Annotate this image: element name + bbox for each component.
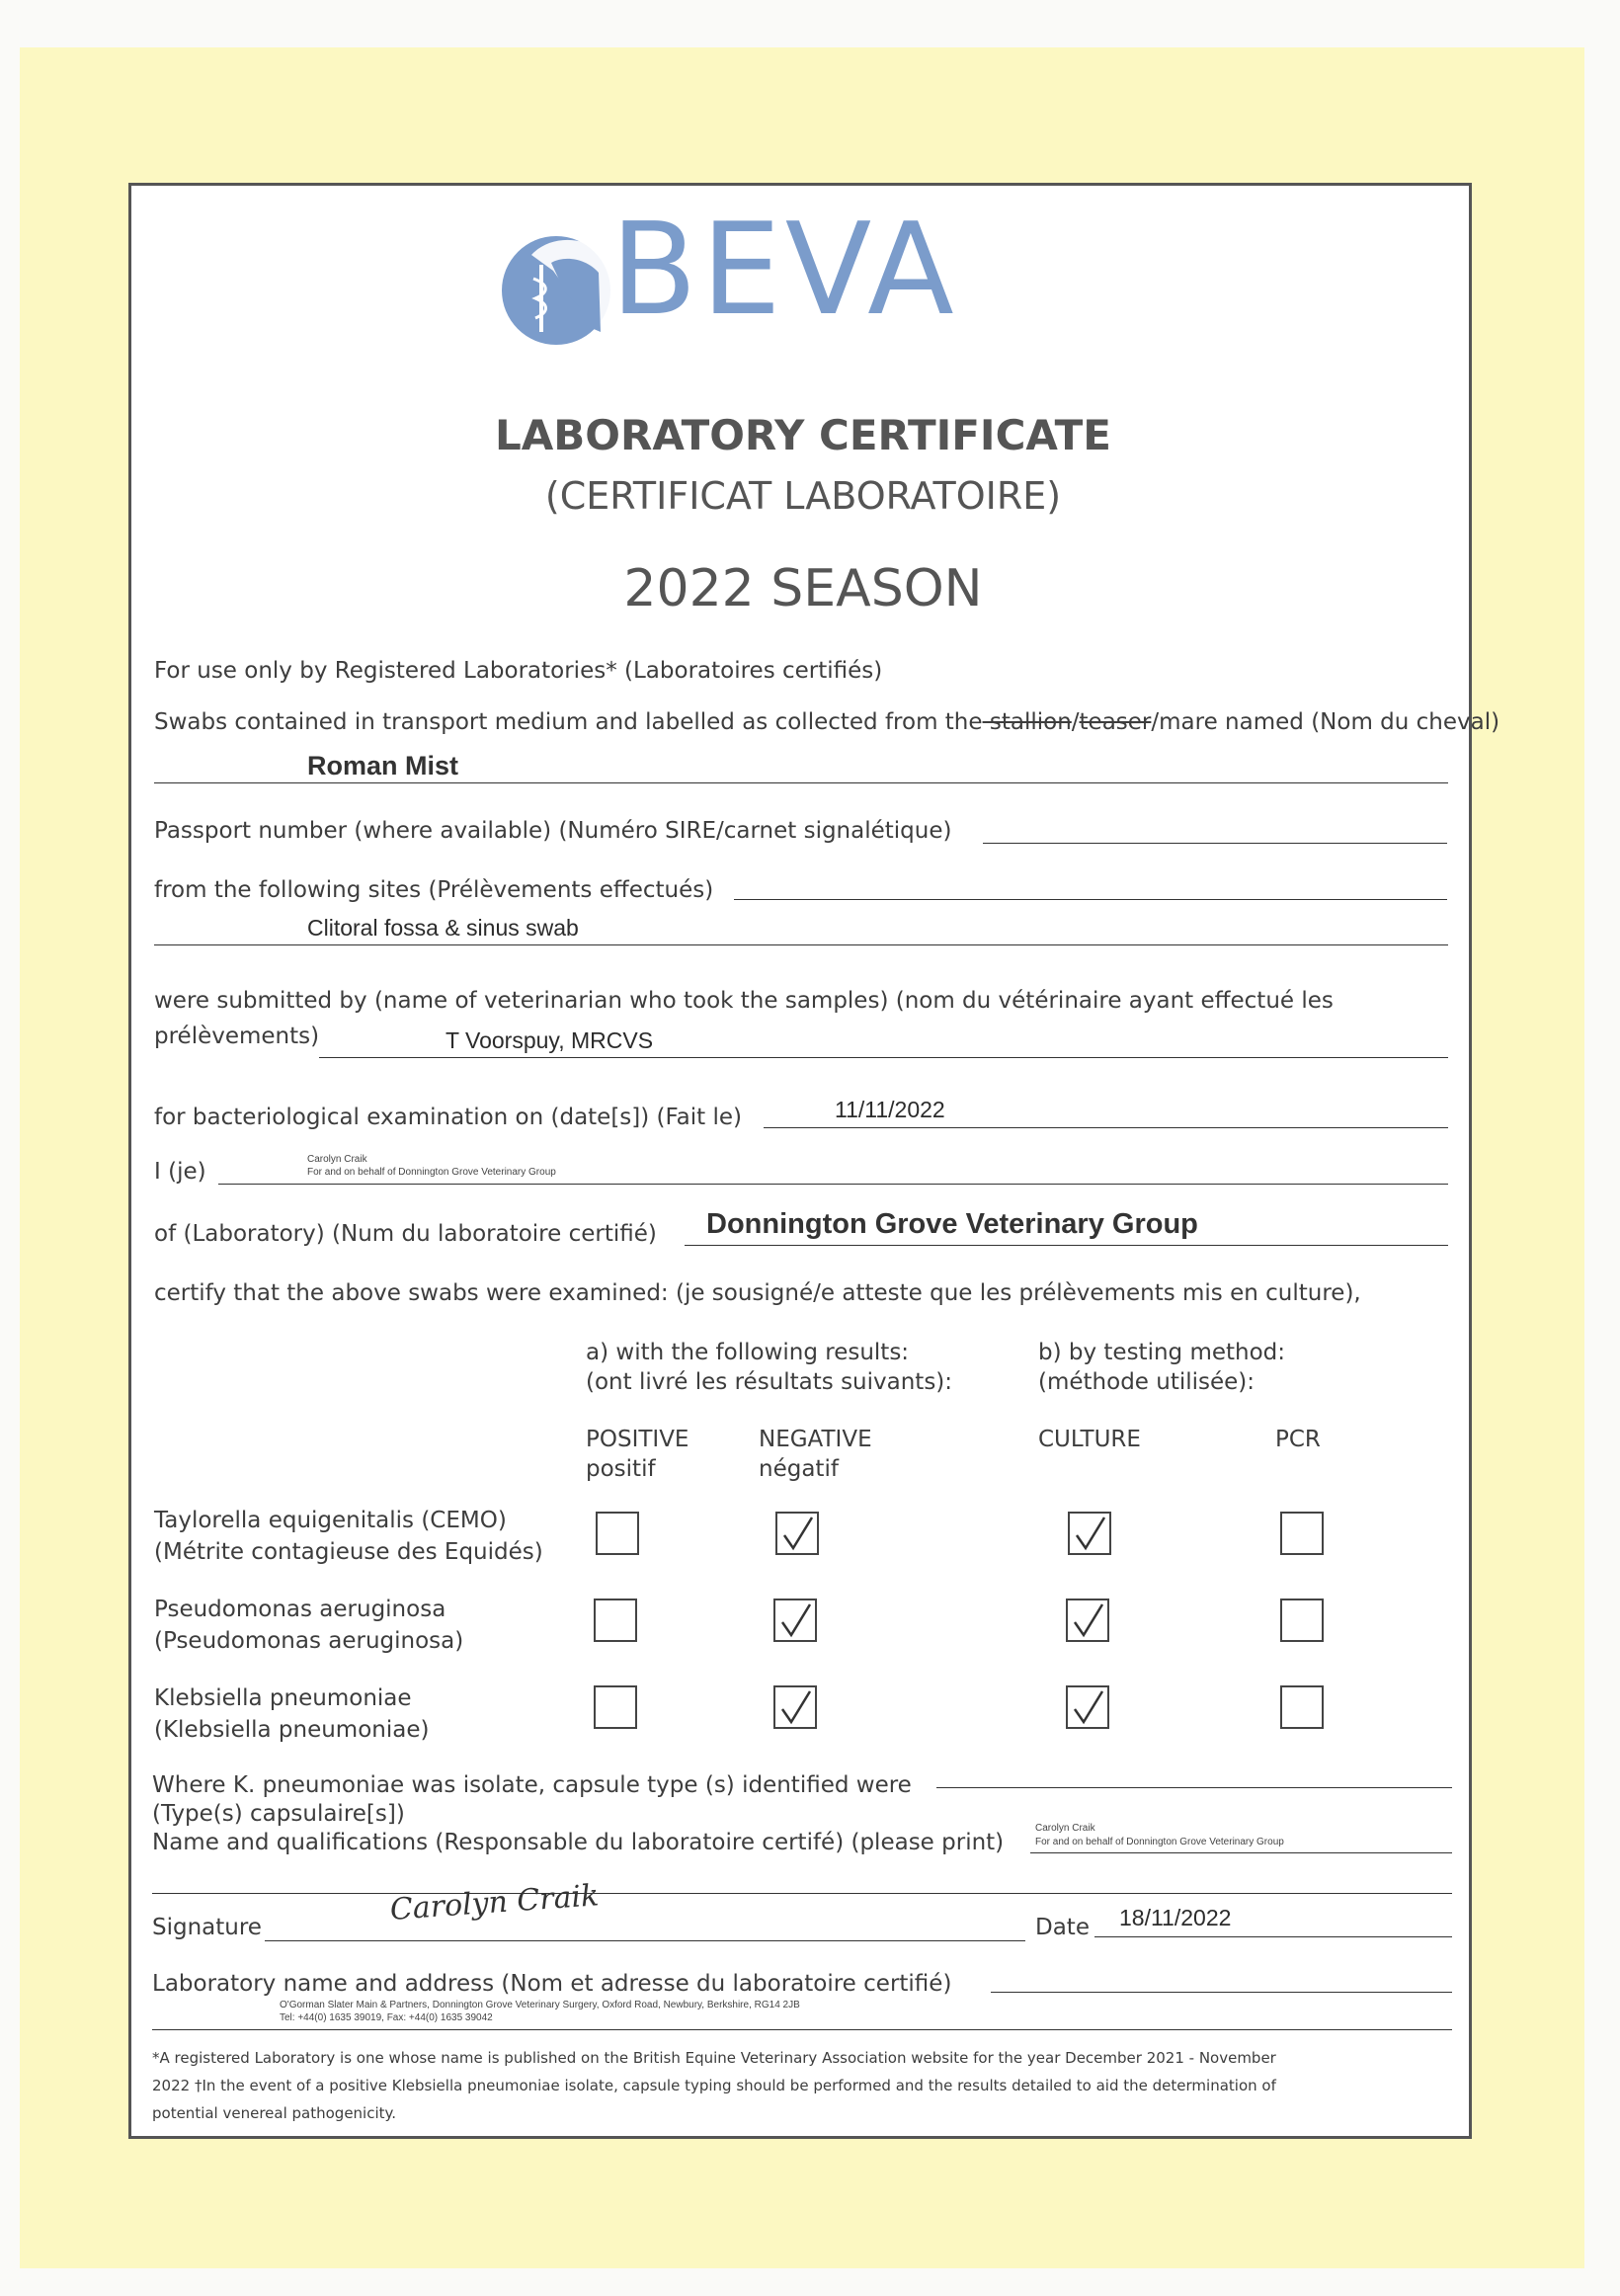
name-qual-line: [1030, 1852, 1452, 1853]
signature-value: Carolyn Craik: [388, 1878, 601, 1927]
name-qual-stamp-sub: For and on behalf of Donnington Grove Veterinary Group: [1035, 1837, 1284, 1847]
col-a-header-1: a) with the following results:: [586, 1340, 910, 1365]
exam-label: for bacteriological examination on (date[s]) (Fait le): [154, 1105, 742, 1130]
submitted-label-1: were submitted by (name of veterinarian who took the samples) (nom du vétérinaire ayant effectué les: [154, 988, 1334, 1014]
sites-line-1: [734, 899, 1447, 900]
sites-label: from the following sites (Prélèvements effectués): [154, 877, 714, 903]
organism-name: Taylorella equigenitalis (CEMO): [154, 1508, 507, 1533]
horse-name-line: [154, 782, 1448, 783]
submitted-label-2: prélèvements): [154, 1024, 320, 1049]
signature-label: Signature: [152, 1915, 262, 1940]
pcr-checkbox[interactable]: [1280, 1512, 1324, 1555]
organism-name: Pseudomonas aeruginosa: [154, 1597, 446, 1622]
logo-text: BEVA: [610, 197, 958, 344]
positive-checkbox[interactable]: [594, 1685, 637, 1729]
passport-label: Passport number (where available) (Numéro SIRE/carnet signalétique): [154, 818, 952, 844]
signature-line: [265, 1940, 1025, 1941]
col-b-header-2: (méthode utilisée):: [1038, 1369, 1256, 1395]
sites-line-2: [154, 944, 1448, 945]
checkmark-icon: [1072, 1689, 1105, 1727]
lab-address-stamp-1: O'Gorman Slater Main & Partners, Donnington Grove Veterinary Surgery, Oxford Road, Newbury, Berkshire, RG14 2JB: [280, 2000, 800, 2010]
exam-line: [764, 1127, 1448, 1128]
name-qual-stamp-name: Carolyn Craik: [1035, 1823, 1095, 1834]
culture-checkbox[interactable]: [1066, 1685, 1109, 1729]
lab-address-label: Laboratory name and address (Nom et adresse du laboratoire certifié): [152, 1971, 952, 1997]
culture-checkbox[interactable]: [1068, 1512, 1111, 1555]
laboratory-line: [685, 1245, 1448, 1246]
checkmark-icon: [779, 1602, 813, 1640]
result-row: [131, 1597, 1475, 1666]
negative-fr-header: négatif: [759, 1456, 839, 1482]
col-b-header-1: b) by testing method:: [1038, 1340, 1286, 1365]
negative-checkbox[interactable]: [775, 1512, 819, 1555]
footnote-line-2: 2022 †In the event of a positive Klebsiella pneumoniae isolate, capsule typing should be performed and the results detailed to aid the determination of: [152, 2077, 1276, 2094]
pcr-checkbox[interactable]: [1280, 1599, 1324, 1642]
horse-name-value: Roman Mist: [307, 751, 459, 780]
positive-checkbox[interactable]: [596, 1512, 639, 1555]
date-line: [1094, 1936, 1452, 1937]
pcr-header: PCR: [1275, 1427, 1321, 1452]
certificate-form: [128, 183, 1500, 2139]
lab-address-line: [991, 1992, 1452, 1993]
positive-fr-header: positif: [586, 1456, 656, 1482]
exam-date-value: 11/11/2022: [835, 1097, 945, 1122]
beva-logo: [492, 197, 958, 354]
result-row: [131, 1685, 1475, 1755]
name-qual-label: Name and qualifications (Responsable du laboratoire certifé) (please print): [152, 1830, 1005, 1855]
checkmark-icon: [1074, 1516, 1107, 1553]
col-a-header-2: (ont livré les résultats suivants):: [586, 1369, 953, 1395]
pcr-checkbox[interactable]: [1280, 1685, 1324, 1729]
season-heading: 2022 SEASON: [623, 559, 983, 618]
page-title: LABORATORY CERTIFICATE: [495, 411, 1111, 459]
date-label: Date: [1035, 1915, 1090, 1940]
lab-address-line-2: [152, 2029, 1452, 2030]
submitted-value: T Voorspuy, MRCVS: [446, 1027, 654, 1053]
laboratory-value: Donnington Grove Veterinary Group: [706, 1208, 1198, 1240]
swabs-label: Swabs contained in transport medium and labelled as collected from the stallion/teaser/mare named (Nom du cheval): [154, 709, 1500, 735]
negative-checkbox[interactable]: [773, 1685, 817, 1729]
organism-name: Klebsiella pneumoniae: [154, 1685, 412, 1711]
positive-header: POSITIVE: [586, 1427, 689, 1452]
submitted-line: [319, 1057, 1448, 1058]
certify-text: certify that the above swabs were examined: (je sousigné/e atteste que les prélèvements mis en culture),: [154, 1280, 1361, 1306]
footnote-line-3: potential venereal pathogenicity.: [152, 2104, 397, 2122]
checkmark-icon: [781, 1516, 815, 1553]
checkmark-icon: [779, 1689, 813, 1727]
checkmark-icon: [1072, 1602, 1105, 1640]
ije-label: I (je): [154, 1159, 206, 1185]
ije-stamp-sub: For and on behalf of Donnington Grove Veterinary Group: [307, 1167, 556, 1178]
positive-checkbox[interactable]: [594, 1599, 637, 1642]
culture-checkbox[interactable]: [1066, 1599, 1109, 1642]
page-subtitle: (CERTIFICAT LABORATOIRE): [544, 474, 1062, 518]
organism-name-fr: (Klebsiella pneumoniae): [154, 1717, 430, 1743]
capsule-line: [936, 1787, 1452, 1788]
organism-name-fr: (Pseudomonas aeruginosa): [154, 1628, 464, 1654]
date-value: 18/11/2022: [1119, 1905, 1232, 1930]
capsule-label-2: (Type(s) capsulaire[s]): [152, 1801, 405, 1827]
lab-address-stamp-2: Tel: +44(0) 1635 39019, Fax: +44(0) 1635 39042: [280, 2012, 493, 2023]
culture-header: CULTURE: [1038, 1427, 1141, 1452]
result-row: [131, 1508, 1475, 1577]
sites-value: Clitoral fossa & sinus swab: [307, 915, 579, 941]
ije-stamp-name: Carolyn Craik: [307, 1154, 367, 1165]
intro-text: For use only by Registered Laboratories* (Laboratoires certifiés): [154, 658, 883, 684]
laboratory-label: of (Laboratory) (Num du laboratoire certifié): [154, 1221, 657, 1247]
passport-line: [983, 843, 1447, 844]
capsule-label-1: Where K. pneumoniae was isolate, capsule type (s) identified were: [152, 1772, 912, 1798]
ije-line: [218, 1184, 1448, 1185]
name-qual-line-2: [152, 1893, 1452, 1894]
negative-header: NEGATIVE: [759, 1427, 872, 1452]
footnote-line-1: *A registered Laboratory is one whose name is published on the British Equine Veterinary Association website for the year December 2021 - November: [152, 2049, 1276, 2067]
negative-checkbox[interactable]: [773, 1599, 817, 1642]
organism-name-fr: (Métrite contagieuse des Equidés): [154, 1539, 543, 1565]
